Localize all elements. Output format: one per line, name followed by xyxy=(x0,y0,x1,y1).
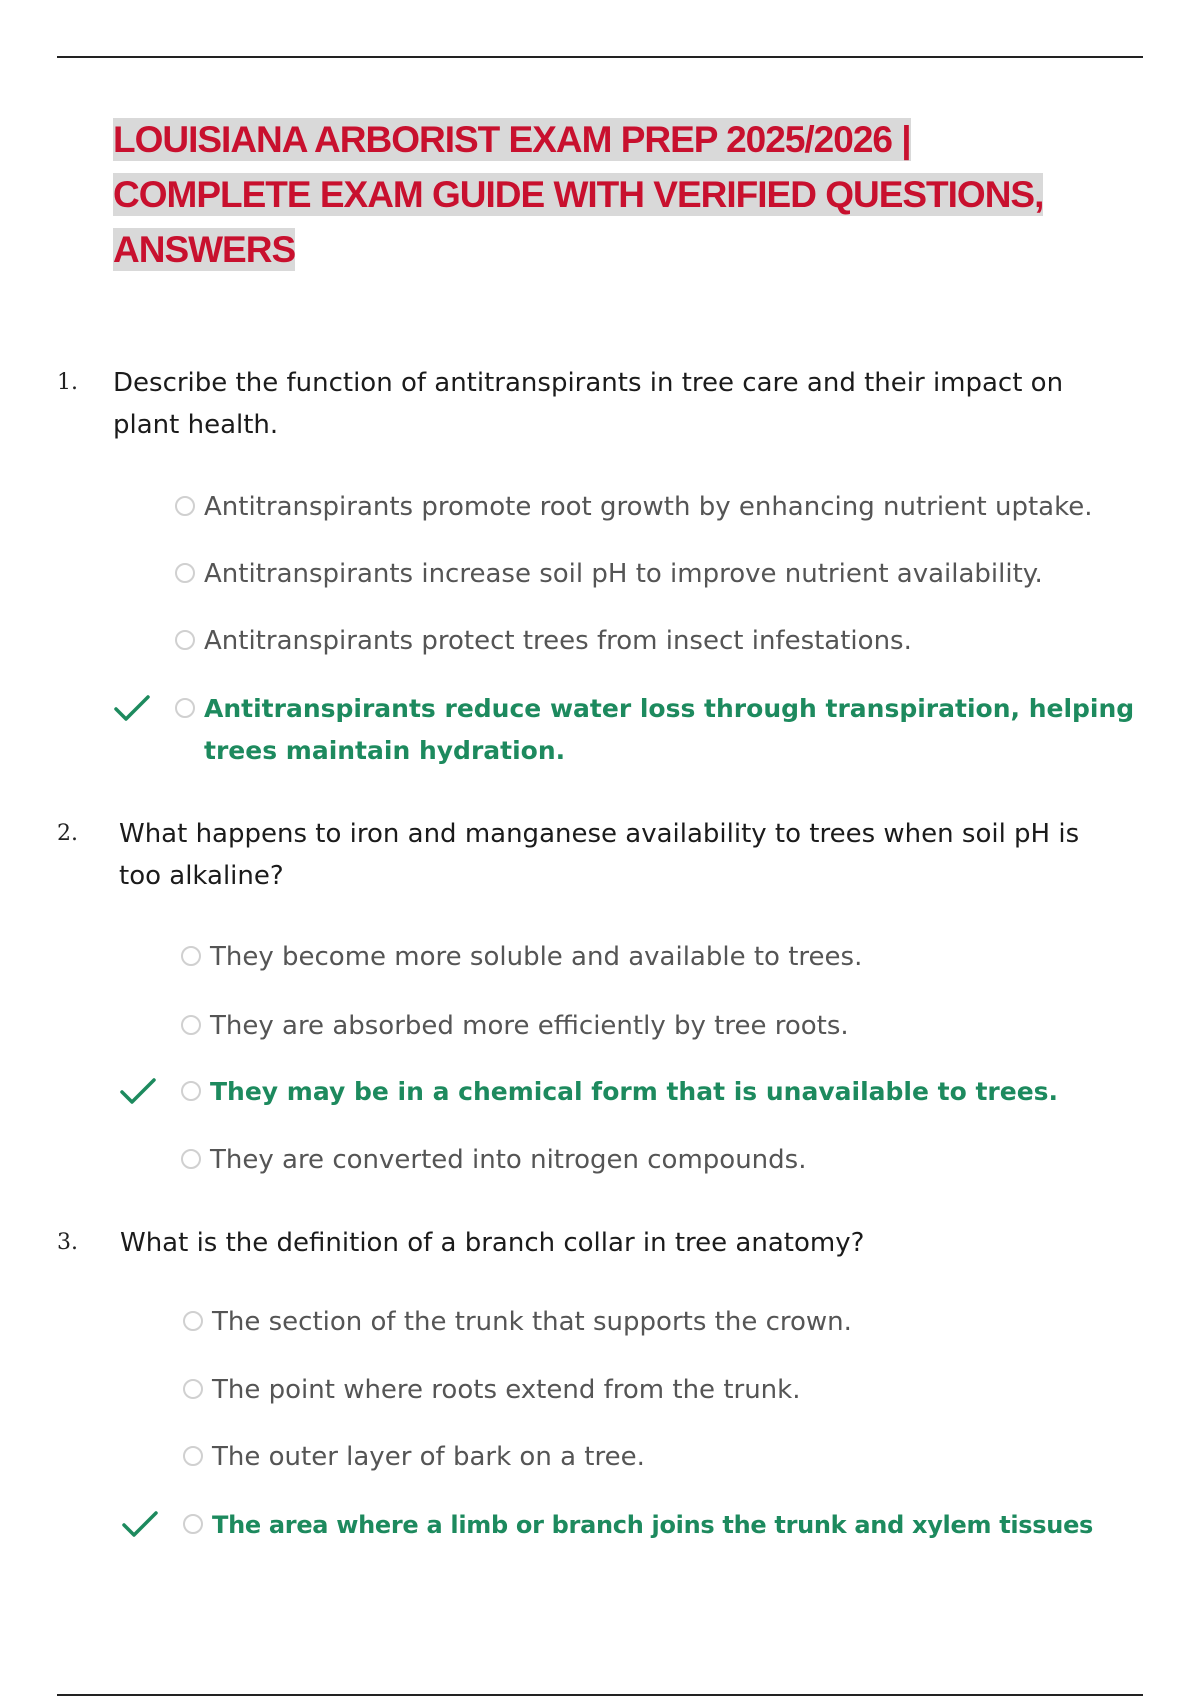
radio-circle-icon[interactable] xyxy=(181,946,201,966)
radio-circle-icon[interactable] xyxy=(175,496,195,516)
answer-option[interactable] xyxy=(181,1139,1171,1181)
answer-option-text: The section of the trunk that supports the crown. xyxy=(212,1307,852,1337)
answer-option[interactable] xyxy=(183,1301,1173,1343)
answer-option-correct[interactable] xyxy=(175,688,1165,772)
answer-option[interactable] xyxy=(181,1005,1171,1047)
question-text: What happens to iron and manganese availability to trees when soil pH is too alkaline? xyxy=(119,819,1080,891)
bottom-rule xyxy=(57,1694,1143,1696)
answer-option-text: They may be in a chemical form that is unavailable to trees. xyxy=(210,1077,1059,1106)
radio-circle-icon[interactable] xyxy=(183,1311,203,1331)
checkmark-icon xyxy=(113,694,151,724)
question-number: 3. xyxy=(57,1230,78,1255)
answer-option[interactable] xyxy=(183,1369,1173,1411)
radio-circle-icon[interactable] xyxy=(183,1446,203,1466)
radio-circle-icon[interactable] xyxy=(183,1514,203,1534)
question-text: Describe the function of antitranspirants in tree care and their impact on plant health. xyxy=(113,368,1064,440)
checkmark-icon xyxy=(119,1077,157,1107)
answer-option-text: They are converted into nitrogen compounds. xyxy=(210,1145,807,1175)
question-text: What is the definition of a branch collar in tree anatomy? xyxy=(120,1228,865,1258)
answer-option-text: The area where a limb or branch joins the trunk and xylem tissues xyxy=(212,1511,1094,1539)
answer-option[interactable] xyxy=(175,553,1165,595)
answer-option-text: They are absorbed more efficiently by tree roots. xyxy=(210,1011,849,1041)
answer-option-correct[interactable] xyxy=(181,1071,1171,1113)
answer-option-text: The point where roots extend from the trunk. xyxy=(212,1375,801,1405)
radio-circle-icon[interactable] xyxy=(175,563,195,583)
radio-circle-icon[interactable] xyxy=(175,698,195,718)
document-title-text: LOUISIANA ARBORIST EXAM PREP 2025/2026 | COMPLETE EXAM GUIDE WITH VERIFIED QUESTIONS, ANSWERS xyxy=(113,119,1044,270)
answer-option-text: They become more soluble and available to trees. xyxy=(210,942,863,972)
question-number: 2. xyxy=(57,821,78,846)
answer-option[interactable] xyxy=(175,486,1165,528)
answer-option-text: The outer layer of bark on a tree. xyxy=(212,1442,645,1472)
answer-option-text: Antitranspirants increase soil pH to improve nutrient availability. xyxy=(204,559,1043,589)
answer-option[interactable] xyxy=(175,620,1165,662)
radio-circle-icon[interactable] xyxy=(181,1081,201,1101)
document-title xyxy=(113,112,1113,277)
radio-circle-icon[interactable] xyxy=(175,630,195,650)
answer-option[interactable] xyxy=(181,936,1171,978)
answer-option-text: Antitranspirants promote root growth by enhancing nutrient uptake. xyxy=(204,492,1093,522)
checkmark-icon xyxy=(121,1510,159,1540)
radio-circle-icon[interactable] xyxy=(181,1015,201,1035)
radio-circle-icon[interactable] xyxy=(183,1379,203,1399)
answer-option-correct[interactable] xyxy=(183,1504,1183,1546)
answer-option[interactable] xyxy=(183,1436,1173,1478)
radio-circle-icon[interactable] xyxy=(181,1149,201,1169)
answer-option-text: Antitranspirants protect trees from insect infestations. xyxy=(204,626,912,656)
answer-option-text: Antitranspirants reduce water loss through transpiration, helping trees maintain hydration. xyxy=(204,694,1135,765)
top-rule xyxy=(57,56,1143,58)
question-number: 1. xyxy=(57,370,78,395)
